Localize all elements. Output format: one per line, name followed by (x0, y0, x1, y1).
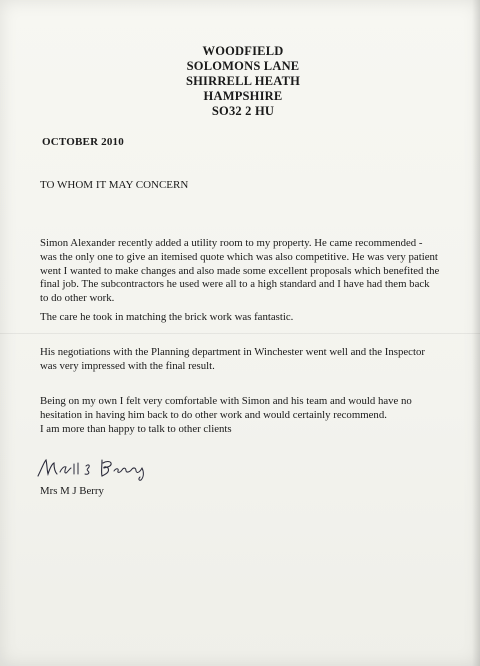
text-line: The care he took in matching the brick work was fantastic. (40, 311, 294, 323)
address-line: SO32 2 HU (211, 104, 275, 118)
paper-edge-shadow (472, 0, 480, 666)
text-line: His negotiations with the Planning department in Winchester went well and the Inspector (40, 346, 425, 358)
paper-fold (0, 333, 480, 334)
address-line: SHIRRELL HEATH (185, 74, 301, 88)
text-line: I am more than happy to talk to other clients (40, 422, 232, 435)
text-line: went I wanted to make changes and also made some excellent proposals which benefited the (40, 264, 440, 277)
salutation: TO WHOM IT MAY CONCERN (40, 179, 189, 191)
text-line: Simon Alexander recently added a utility room to my property. He came recommended - (40, 237, 423, 249)
paragraph-4 (40, 395, 452, 436)
address-line: HAMPSHIRE (203, 89, 283, 103)
address-line: SOLOMONS LANE (186, 59, 300, 73)
paragraph-2 (40, 311, 452, 325)
text-line: to do other work. (40, 292, 115, 305)
sender-address (165, 44, 321, 119)
paragraph-3 (40, 346, 452, 374)
letter-date: OCTOBER 2010 (42, 136, 124, 148)
text-line: was the only one to give an itemised quote which was also competitive. He was very patient (40, 250, 438, 263)
text-line: was very impressed with the final result. (40, 359, 215, 372)
text-line: hesitation in having him back to do other work and would certainly recommend. (40, 408, 387, 421)
text-line: Being on my own I felt very comfortable with Simon and his team and would have no (40, 395, 412, 407)
address-line: WOODFIELD (202, 44, 284, 58)
handwritten-signature (34, 454, 152, 482)
signer-name: Mrs M J Berry (40, 485, 104, 497)
text-line: final job. The subcontractors he used were all to a high standard and I have had them back (40, 278, 430, 291)
paragraph-1 (40, 237, 452, 306)
